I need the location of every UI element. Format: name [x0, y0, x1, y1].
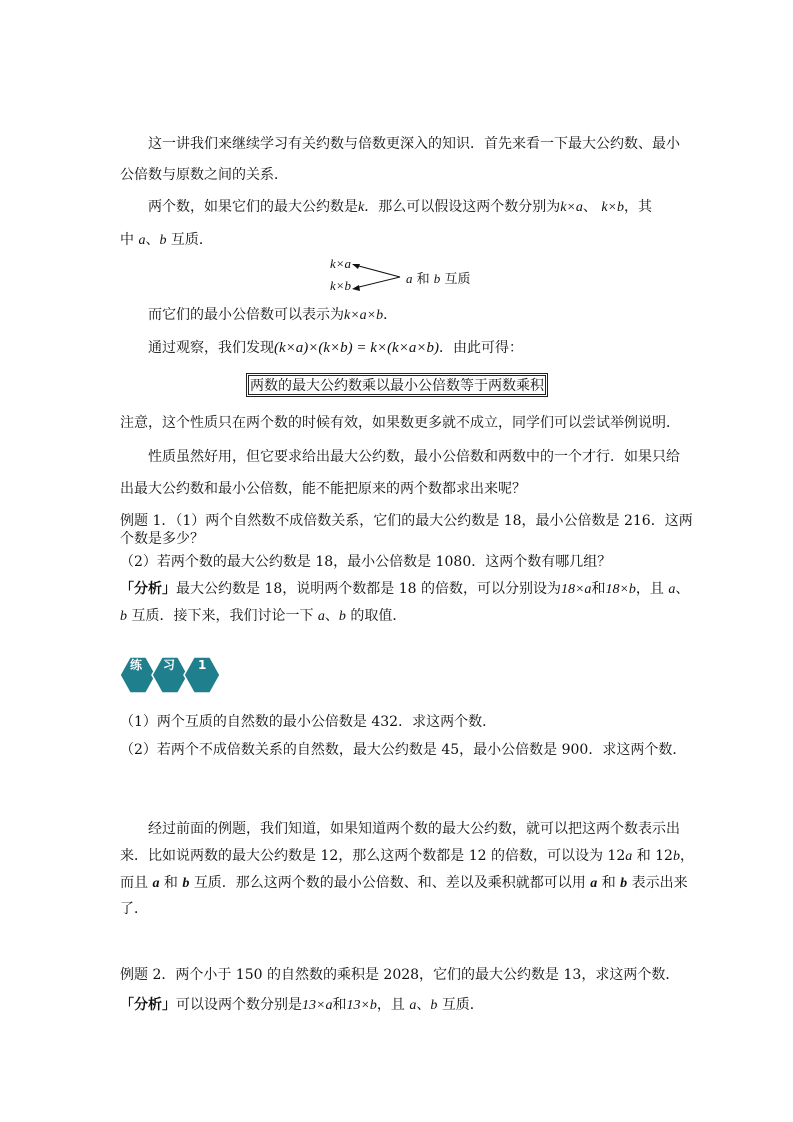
analysis-tail: 互质． — [441, 997, 484, 1013]
var-a: a — [138, 233, 146, 248]
badge-char-1: 练 — [130, 658, 143, 672]
practice-q2: （2）若两个不成倍数关系的自然数，最大公约数是 45，最小公倍数是 900．求这两个数． — [120, 742, 687, 758]
separator: 、 — [675, 581, 690, 597]
lcm-text: 而它们的最小公倍数可以表示为 — [148, 307, 344, 323]
diagram-and: 和 — [416, 272, 430, 287]
example1-analysis-line-1 — [120, 580, 689, 599]
separator: 、 — [324, 608, 339, 624]
analysis-tail: 的取值． — [350, 608, 407, 624]
boxed-theorem: 两数的最大公约数乘以最小公倍数等于两数乘积 — [246, 373, 548, 397]
expr-18a: 18×a — [560, 582, 592, 597]
diagram-top-label: k×a — [330, 256, 352, 271]
var-a: a — [668, 582, 676, 597]
para2-and: 和 12 — [636, 848, 673, 864]
expr-18b: 18×b — [605, 582, 636, 597]
intro-line-1: 这一讲我们来继续学习有关约数与倍数更深入的知识．首先来看一下最大公约数、最小 — [148, 136, 680, 152]
assumption-text-3: 中 — [120, 232, 134, 248]
var-a: a — [625, 849, 633, 864]
assumption-tail-2: 互质． — [170, 232, 213, 248]
var-a: a — [590, 876, 598, 891]
analysis-text: 最大公约数是 18，说明两个数都是 18 的倍数，可以分别设为 — [176, 581, 561, 597]
and-word: 和 — [332, 997, 347, 1013]
diagram-bottom-label: k×b — [330, 278, 352, 293]
diagram-var-a: a — [406, 271, 413, 286]
var-a: a — [317, 609, 325, 624]
intro-line-2: 公倍数与原数之间的关系． — [120, 167, 288, 183]
and-word: 和 — [591, 581, 606, 597]
analysis-label: 「分析」 — [120, 581, 176, 597]
analysis-label: 「分析」 — [120, 997, 176, 1013]
practice-q1: （1）两个互质的自然数的最小公倍数是 432．求这两个数． — [120, 714, 497, 730]
para2-text: 来．比如说两数的最大公约数是 12，那么这两个数都是 12 的倍数，可以设为 12 — [120, 848, 626, 864]
var-b: b — [182, 876, 190, 891]
var-b: b — [430, 998, 438, 1013]
separator: 、 — [582, 199, 597, 215]
var-b: b — [159, 233, 167, 248]
analysis-text-2: ，且 — [635, 581, 664, 597]
diagram-right-label — [406, 268, 470, 287]
assumption-line-2 — [120, 231, 213, 250]
var-b: b — [672, 849, 680, 864]
para2-and-2: 和 — [163, 875, 178, 891]
diagram-coprime: 互质 — [444, 272, 471, 287]
var-k: k — [358, 200, 365, 215]
example1-line-3: （2）若两个数的最大公约数是 18，最小公倍数是 1080．这两个数有哪几组？ — [120, 554, 612, 570]
assumption-tail: ，其 — [624, 199, 653, 215]
var-a: a — [152, 876, 160, 891]
example2-analysis — [120, 996, 484, 1015]
analysis-text-2: ，且 — [376, 997, 405, 1013]
observe-text: 通过观察，我们发现 — [148, 340, 274, 356]
observe-tail: ．由此可得： — [438, 340, 523, 356]
example1-analysis-line-2 — [120, 607, 406, 626]
para2-text-3: 互质．那么这两个数的最小公倍数、和、差以及乘积就都可以用 — [193, 875, 586, 891]
para2-line-4: 了． — [120, 901, 148, 917]
lcm-tail: ． — [383, 307, 398, 323]
para2-line-1: 经过前面的例题，我们知道，如果知道两个数的最大公约数，就可以把这两个数表示出 — [148, 821, 680, 837]
var-b: b — [620, 876, 628, 891]
example1-line-2: 个数是多少？ — [120, 531, 204, 547]
para2-tail: ， — [679, 848, 694, 864]
observe-expr: (k×a)×(k×b) = k×(k×a×b) — [274, 340, 439, 356]
assumption-line-1 — [148, 198, 652, 217]
para2-line-2 — [120, 847, 694, 866]
expr-13a: 13×a — [302, 998, 333, 1013]
badge-char-2: 习 — [163, 658, 176, 672]
analysis-text-3: 互质．接下来，我们讨论一下 — [131, 608, 314, 624]
para2-and-3: 和 — [601, 875, 616, 891]
coprime-diagram — [330, 256, 530, 296]
separator: 、 — [416, 997, 431, 1013]
practice-badge — [118, 654, 222, 696]
var-b: b — [120, 609, 127, 624]
badge-char-3: 1 — [198, 658, 207, 672]
expr-13b: 13×b — [346, 998, 377, 1013]
example1-line-1: 例题 1．（1）两个自然数不成倍数关系，它们的最大公约数是 18，最小公倍数是 216．这两 — [120, 513, 693, 529]
var-b: b — [338, 609, 346, 624]
expr-kb: k×b — [601, 200, 625, 215]
assumption-text: 两个数，如果它们的最大公约数是 — [148, 199, 358, 215]
observe-line — [148, 339, 523, 357]
expr-ka: k×a — [560, 200, 583, 215]
note-line: 注意，这个性质只在两个数的时候有效，如果数更多就不成立，同学们可以尝试举例说明． — [120, 415, 680, 431]
analysis-text: 可以设两个数分别是 — [176, 997, 302, 1013]
para2-tail-2: 表示出来 — [631, 875, 688, 891]
question-line-2: 出最大公约数和最小公倍数，能不能把原来的两个数都求出来呢？ — [120, 481, 526, 497]
assumption-text-2: ．那么可以假设这两个数分别为 — [364, 199, 561, 215]
lcm-expr: k×a×b — [344, 308, 384, 323]
example2-line-1: 例题 2．两个小于 150 的自然数的乘积是 2028，它们的最大公约数是 13，求这两个数． — [120, 967, 680, 983]
question-line-1: 性质虽然好用，但它要求给出最大公约数，最小公倍数和两数中的一个才行．如果只给 — [148, 449, 680, 465]
diagram-var-b: b — [433, 271, 441, 286]
para2-text-2: 而且 — [120, 875, 148, 891]
lcm-line — [148, 306, 397, 325]
var-a: a — [409, 998, 417, 1013]
para2-line-3 — [120, 874, 688, 893]
separator: 、 — [145, 232, 160, 248]
